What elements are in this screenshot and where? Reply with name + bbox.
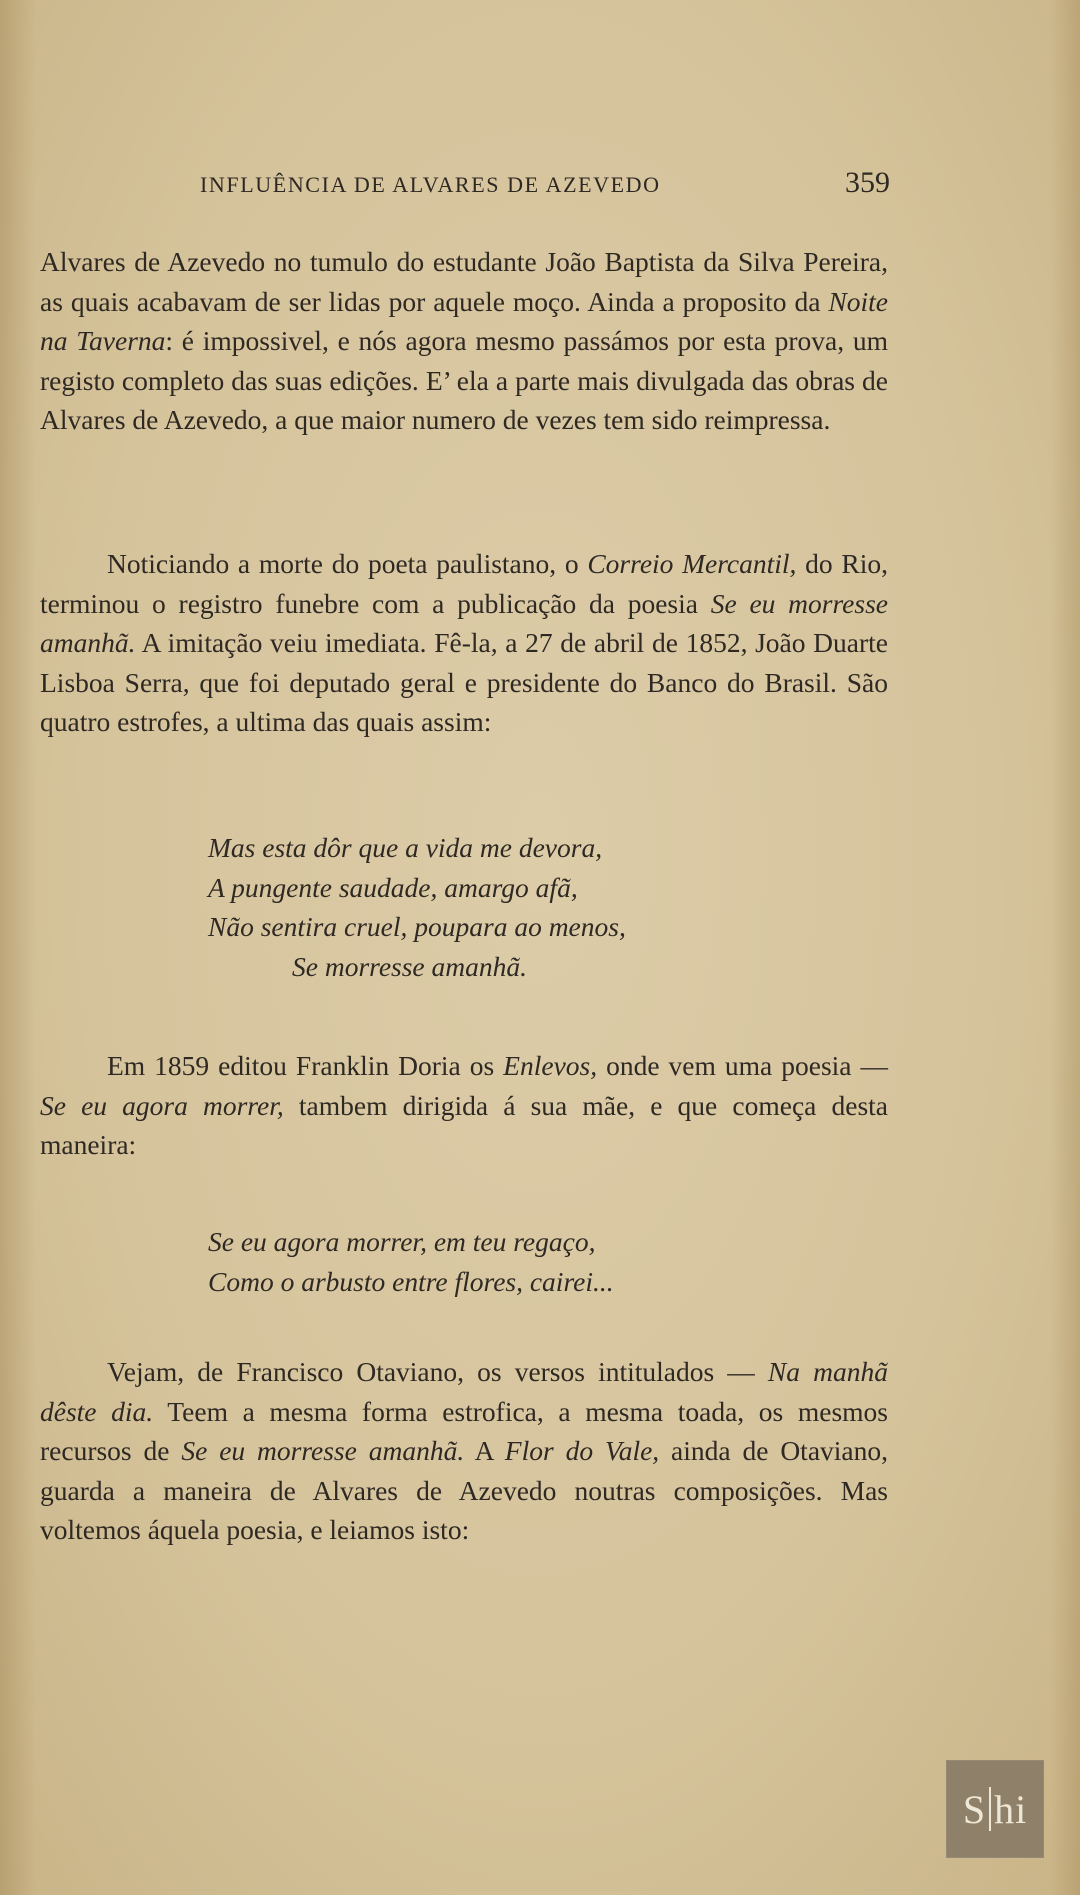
stamp-letter-s: S [962, 1786, 987, 1832]
paragraph-4-text-d: ainda de Otaviano, guarda a maneira de Alvares de Azevedo noutras composições. Mas voltemos áquela poesia, e leiamos isto: [40, 1435, 888, 1545]
paragraph-1-text-b: : é impossivel, e nós agora mesmo passámos por esta prova, um registo completo das suas edições. E’ ela a parte mais divulgada das obras de Alvares de Azevedo, a que maior numero de vezes tem sido reimpressa. [40, 325, 888, 435]
library-stamp-logo [946, 1760, 1044, 1858]
stamp-divider [989, 1787, 991, 1831]
paragraph-3 [40, 1046, 888, 1165]
paragraph-2-text-b: do Rio, terminou o registro funebre com a publicação da poesia [40, 548, 888, 619]
verse-1-line-2: A pungente saudade, amargo afã, [208, 871, 578, 903]
title-correio-mercantil: Correio Mercantil, [587, 548, 797, 579]
paragraph-4-text-c: A [464, 1435, 505, 1466]
paragraph-3-text-b: onde vem uma poesia — [597, 1050, 888, 1081]
running-header [200, 168, 890, 208]
stamp-letters-hi: hi [994, 1786, 1028, 1832]
paragraph-3-text-a: Em 1859 editou Franklin Doria os [107, 1050, 504, 1081]
title-flor-do-vale: Flor do Vale, [504, 1435, 660, 1466]
paragraph-4-text-b: Teem a mesma forma estrofica, a mesma toada, os mesmos recursos de [40, 1395, 888, 1466]
running-title: INFLUÊNCIA DE ALVARES DE AZEVEDO [200, 172, 661, 197]
paragraph-4 [40, 1352, 888, 1550]
paragraph-1 [40, 242, 888, 440]
title-enlevos: Enlevos, [503, 1050, 598, 1081]
verse-2-line-2: Como o arbusto entre flores, cairei... [208, 1265, 614, 1297]
title-na-manha-deste-dia: Na manhã dêste dia. [40, 1356, 888, 1427]
verse-stanza-2 [208, 1222, 614, 1301]
verse-1-line-4: Se morresse amanhã. [292, 950, 527, 982]
paragraph-2-text-c: A imitação veiu imediata. Fê-la, a 27 de abril de 1852, João Duarte Lisboa Serra, que foi deputado geral e presidente do Banco do Brasil. São quatro estrofes, a ultima das quais assim: [40, 627, 888, 737]
title-se-eu-morresse-amanha: Se eu morresse amanhã. [40, 587, 888, 658]
paragraph-3-text-c: tambem dirigida á sua mãe, e que começa desta maneira: [40, 1089, 888, 1160]
page-edge-shadow-right [1050, 0, 1080, 1895]
verse-1-line-1: Mas esta dôr que a vida me devora, [208, 832, 603, 863]
page-edge-shadow-left [0, 0, 36, 1895]
paragraph-2 [40, 544, 888, 742]
title-se-eu-morresse-amanha-2: Se eu morresse amanhã. [181, 1435, 465, 1466]
paragraph-2-text-a: Noticiando a morte do poeta paulistano, o [107, 548, 588, 579]
verse-2-line-1: Se eu agora morrer, em teu regaço, [208, 1226, 596, 1257]
paragraph-4-text-a: Vejam, de Francisco Otaviano, os versos intitulados — [107, 1356, 768, 1387]
title-noite-na-taverna: Noite na Taverna [40, 285, 888, 356]
page-number: 359 [845, 166, 890, 199]
title-se-eu-agora-morrer: Se eu agora morrer, [40, 1089, 284, 1121]
paragraph-1-text-a: Alvares de Azevedo no tumulo do estudante João Baptista da Silva Pereira, as quais acabavam de ser lidas por aquele moço. Ainda a proposito da [40, 246, 888, 317]
verse-stanza-1 [208, 828, 626, 986]
verse-1-line-3: Não sentira cruel, poupara ao menos, [208, 911, 626, 942]
